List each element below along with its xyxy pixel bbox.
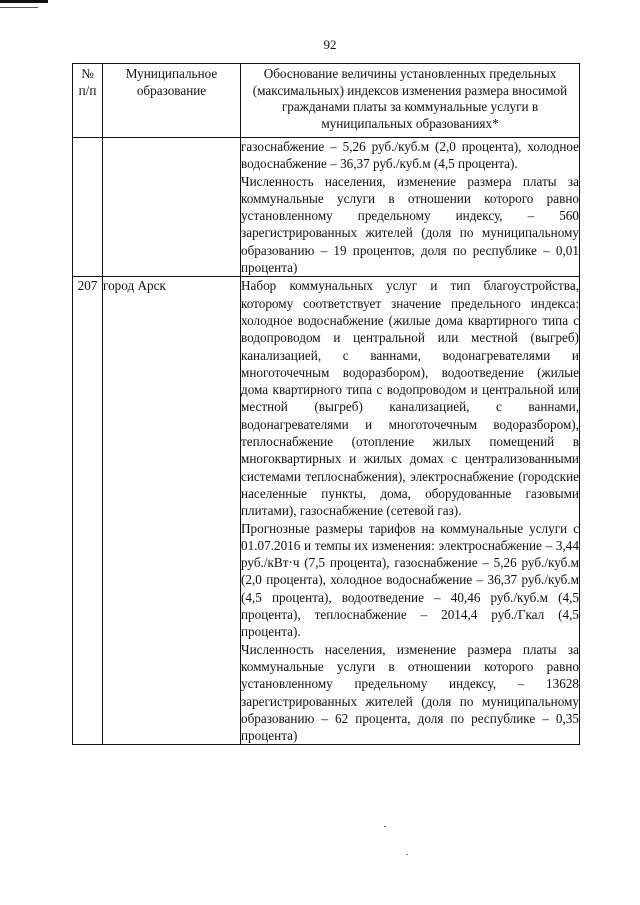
row-num: 207	[73, 277, 103, 745]
header-justification: Обоснование величины установленных предельных (максимальных) индексов изменения размера вносимой гражданами платы за коммунальные услуги в муниципальных образованиях*	[241, 64, 580, 138]
table-row	[73, 277, 580, 745]
header-municipality: Муниципальное образование	[103, 64, 241, 138]
row-num	[73, 138, 103, 277]
paragraph: Прогнозные размеры тарифов на коммунальные услуги с 01.07.2016 и темпы их изменения: электроснабжение – 3,44 руб./кВт·ч (7,5 процента), газоснабжение – 5,26 руб./куб.м (2,0 процента), холодное водоснабжение – 36,37 руб./куб.м (4,5 процента), водоотведение – 40,46 руб./куб.м (4,5 процента), теплоснабжение – 2014,4 руб./Гкал (4,5 процента).	[241, 520, 579, 640]
table-header-row	[73, 64, 580, 138]
paragraph: Набор коммунальных услуг и тип благоустройства, которому соответствует значение предельного индекса: холодное водоснабжение (жилые дома квартирного типа с водопроводом и центральной или местной (выгреб) канализацией, с ваннами, водонагревателями и многоточечным водоразбором), водоотведение (жилые дома квартирного типа с водопроводом и центральной или местной (выгреб) канализацией, с ваннами, водонагревателями и многоточечным водоразбором), теплоснабжение (отопление жилых помещений в многоквартирных и жилых домах с централизованными системами теплоснабжения), электроснабжение (городские населенные пункты, дома, оборудованные газовыми плитами), газоснабжение (сетевой газ).	[241, 278, 579, 519]
row-municipality	[103, 138, 241, 277]
row-justification	[241, 277, 580, 745]
scan-speck	[406, 854, 408, 855]
page-number: 92	[323, 37, 337, 52]
row-justification	[241, 138, 580, 277]
tariff-index-table	[72, 63, 580, 745]
paragraph: Численность населения, изменение размера платы за коммунальные услуги в отношении которого равно установленному предельному индексу, – 560 зарегистрированных жителей (доля по муниципальному образованию – 19 процентов, доля по республике – 0,01 процента)	[241, 173, 579, 276]
row-municipality: город Арск	[103, 277, 241, 745]
paragraph: газоснабжение – 5,26 руб./куб.м (2,0 процента), холодное водоснабжение – 36,37 руб./куб.м (4,5 процента).	[241, 139, 579, 172]
scan-speck	[384, 826, 386, 827]
header-num: № п/п	[73, 64, 103, 138]
paragraph: Численность населения, изменение размера платы за коммунальные услуги в отношении которого равно установленному предельному индексу, – 13628 зарегистрированных жителей (доля по муниципальному образованию – 62 процента, доля по республике – 0,35 процента)	[241, 641, 579, 744]
scan-mark	[0, 0, 48, 3]
table-row	[73, 138, 580, 277]
scan-mark-thin	[0, 7, 38, 8]
